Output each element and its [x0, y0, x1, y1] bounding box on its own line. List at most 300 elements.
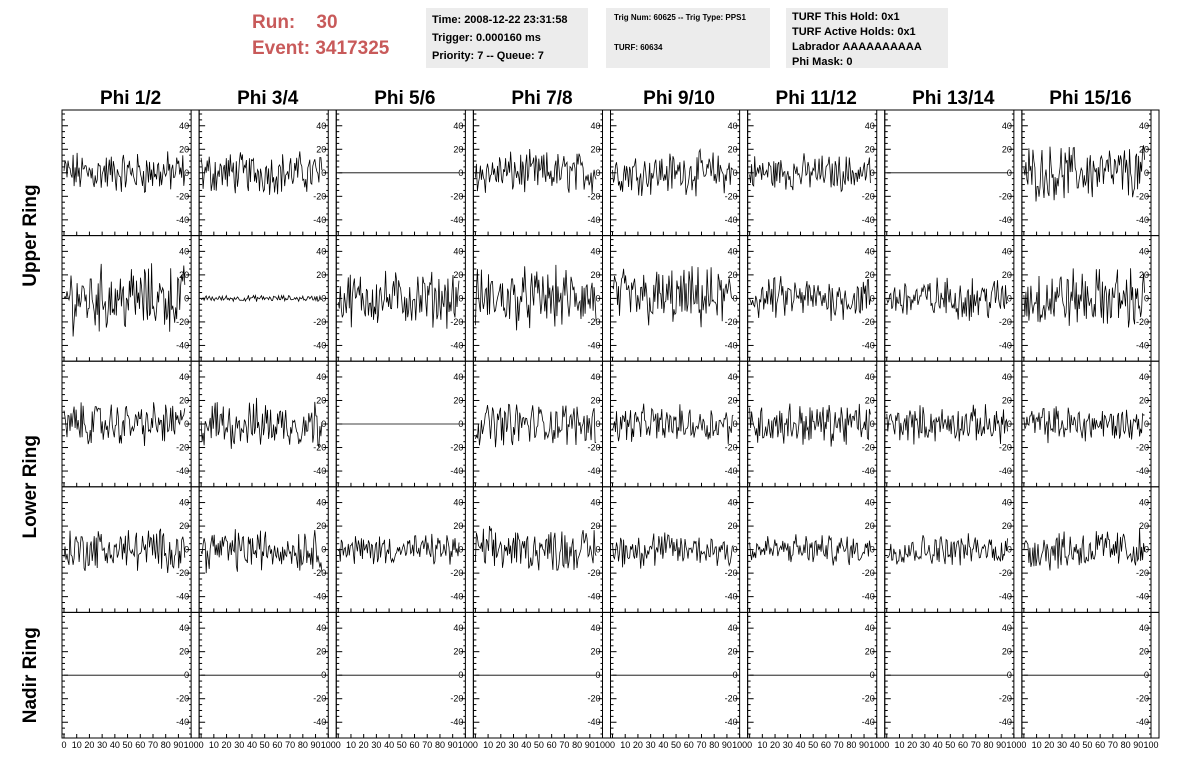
x-tick-label: 30 [919, 740, 930, 750]
waveform-trace-r2-c8 [1024, 268, 1145, 327]
x-tick-label: 30 [371, 740, 382, 750]
waveform-trace-r2-c6 [750, 276, 871, 321]
y-tick-label: -40 [587, 591, 601, 602]
y-tick-label: 40 [1138, 623, 1149, 634]
y-tick-label: -40 [1135, 214, 1149, 225]
y-tick-label: -40 [1135, 591, 1149, 602]
y-tick-label: 0 [184, 419, 190, 429]
x-tick-label: 80 [1120, 740, 1131, 750]
x-tick-label: 70 [1107, 740, 1118, 750]
x-tick-label: 70 [696, 740, 707, 750]
time-line: Time: 2008-12-22 23:31:58 [432, 14, 568, 26]
x-tick-label: 40 [109, 740, 120, 750]
y-tick-label: -40 [313, 340, 327, 351]
column-title-4: Phi 7/8 [511, 88, 573, 109]
x-tick-label: 20 [632, 740, 643, 750]
y-tick-label: -20 [313, 568, 327, 579]
y-tick-label: -40 [861, 340, 875, 351]
y-tick-label: 40 [1138, 120, 1149, 131]
y-tick-label: -40 [313, 591, 327, 602]
y-tick-label: 20 [179, 395, 190, 406]
y-tick-label: 0 [321, 167, 327, 178]
y-tick-label: 0 [458, 419, 464, 429]
column-title-7: Phi 13/14 [912, 88, 995, 109]
y-tick-label: 0 [1143, 419, 1149, 429]
x-tick-label: 60 [272, 740, 283, 750]
y-tick-label: -40 [587, 214, 601, 225]
waveform-trace-r4-c3 [338, 534, 459, 565]
x-tick-label: 30 [97, 740, 108, 750]
y-tick-label: -40 [176, 591, 190, 602]
y-tick-label: -20 [587, 191, 601, 202]
x-tick-label: 0 [1021, 740, 1027, 750]
waveform-trace-r3-c2 [201, 398, 322, 449]
y-tick-label: -20 [998, 568, 1012, 579]
x-tick-label: 60 [1095, 740, 1106, 750]
x-tick-label: 40 [1069, 740, 1080, 750]
y-tick-label: 20 [179, 521, 190, 532]
waveform-trace-r3-c7 [887, 404, 1008, 444]
waveform-trace-r2-c5 [613, 266, 734, 327]
y-tick-label: 20 [727, 269, 738, 280]
y-tick-label: -20 [861, 442, 875, 453]
x-tick-label: 100 [869, 740, 885, 750]
x-tick-label: 50 [396, 740, 407, 750]
y-tick-label: -20 [861, 568, 875, 579]
y-tick-label: 20 [1138, 521, 1149, 532]
x-tick-label: 80 [983, 740, 994, 750]
x-tick-label: 80 [434, 740, 445, 750]
y-tick-label: 20 [453, 269, 464, 280]
x-tick-label: 100 [1143, 740, 1159, 750]
x-tick-label: 90 [584, 740, 595, 750]
waveform-trace-r4-c7 [887, 533, 1008, 565]
y-tick-label: 20 [1001, 646, 1012, 657]
y-tick-label: -20 [724, 316, 738, 327]
y-tick-label: 0 [1143, 670, 1149, 681]
x-tick-label: 30 [645, 740, 656, 750]
y-tick-label: 0 [458, 670, 464, 681]
x-tick-label: 20 [221, 740, 232, 750]
y-tick-label: -20 [724, 191, 738, 202]
x-tick-label: 60 [409, 740, 420, 750]
y-tick-label: -20 [724, 442, 738, 453]
y-tick-label: 40 [727, 371, 738, 382]
x-tick-label: 70 [422, 740, 433, 750]
y-tick-label: 40 [179, 497, 190, 508]
y-tick-label: -20 [313, 442, 327, 453]
y-tick-label: -20 [313, 316, 327, 327]
y-tick-label: 40 [453, 371, 464, 382]
y-tick-label: -40 [998, 466, 1012, 477]
y-tick-label: -40 [587, 717, 601, 728]
y-tick-label: -40 [176, 717, 190, 728]
waveform-trace-r2-c4 [475, 265, 596, 331]
x-tick-label: 70 [559, 740, 570, 750]
y-tick-label: -20 [1135, 442, 1149, 453]
y-tick-label: -40 [724, 717, 738, 728]
y-tick-label: 20 [1138, 395, 1149, 406]
y-tick-label: 0 [184, 293, 190, 304]
y-tick-label: 20 [1001, 269, 1012, 280]
x-tick-label: 30 [782, 740, 793, 750]
y-tick-label: 40 [1001, 497, 1012, 508]
x-tick-label: 60 [820, 740, 831, 750]
y-tick-label: -20 [450, 316, 464, 327]
labrador-line: Labrador AAAAAAAAAA [792, 41, 922, 53]
y-tick-label: 20 [727, 646, 738, 657]
x-tick-label: 30 [1057, 740, 1068, 750]
x-tick-label: 40 [795, 740, 806, 750]
y-tick-label: -20 [1135, 568, 1149, 579]
y-tick-label: 40 [864, 497, 875, 508]
column-title-3: Phi 5/6 [374, 88, 436, 109]
y-tick-label: -20 [861, 191, 875, 202]
y-tick-label: 40 [1001, 120, 1012, 131]
y-tick-label: -20 [176, 442, 190, 453]
y-tick-label: -40 [176, 214, 190, 225]
y-tick-label: -40 [1135, 466, 1149, 477]
x-tick-label: 20 [1044, 740, 1055, 750]
x-tick-label: 10 [757, 740, 768, 750]
x-tick-label: 40 [246, 740, 257, 750]
y-tick-label: -40 [313, 214, 327, 225]
waveform-trace-r1-c8 [1024, 145, 1145, 201]
y-tick-label: 40 [316, 120, 327, 131]
x-tick-label: 20 [495, 740, 506, 750]
column-title-1: Phi 1/2 [99, 88, 162, 109]
x-tick-label: 0 [884, 740, 890, 750]
y-tick-label: 40 [727, 623, 738, 634]
x-tick-label: 10 [894, 740, 905, 750]
y-tick-label: -20 [313, 191, 327, 202]
y-tick-label: 20 [316, 521, 327, 532]
y-tick-label: 40 [864, 623, 875, 634]
y-tick-label: 0 [1006, 293, 1012, 304]
y-tick-label: -20 [587, 316, 601, 327]
waveform-trace-r4-c4 [475, 526, 596, 570]
x-tick-label: 50 [1082, 740, 1093, 750]
waveform-trace-r4-c8 [1024, 528, 1145, 570]
y-tick-label: 40 [1138, 497, 1149, 508]
x-tick-label: 10 [620, 740, 631, 750]
x-tick-label: 100 [457, 740, 473, 750]
y-tick-label: 40 [727, 497, 738, 508]
y-tick-label: -20 [450, 568, 464, 579]
x-tick-label: 60 [546, 740, 557, 750]
waveform-trace-r3-c4 [475, 404, 596, 447]
y-tick-label: 40 [590, 623, 601, 634]
y-tick-label: 40 [179, 246, 190, 257]
row-label-lower-ring: Lower Ring [20, 435, 41, 539]
waveform-trace-r1-c6 [750, 153, 871, 191]
y-tick-label: 40 [316, 246, 327, 257]
trig-line: Trig Num: 60625 -- Trig Type: PPS1 [614, 13, 746, 22]
waveform-trace-r3-c1 [64, 402, 185, 446]
waveform-trace-r1-c5 [613, 150, 734, 197]
x-tick-label: 20 [358, 740, 369, 750]
x-tick-label: 90 [173, 740, 184, 750]
y-tick-label: 40 [864, 371, 875, 382]
x-tick-label: 90 [996, 740, 1007, 750]
phi-mask-line: Phi Mask: 0 [792, 56, 853, 68]
x-tick-label: 70 [970, 740, 981, 750]
y-tick-label: 40 [453, 497, 464, 508]
event-value: 3417325 [315, 38, 390, 59]
y-tick-label: -20 [313, 693, 327, 704]
y-tick-label: 0 [1143, 293, 1149, 304]
waveform-trace-r4-c1 [64, 529, 185, 573]
waveform-trace-r3-c8 [1024, 406, 1145, 443]
y-tick-label: -20 [587, 693, 601, 704]
y-tick-label: 20 [316, 269, 327, 280]
y-tick-label: 40 [1001, 623, 1012, 634]
y-tick-label: 0 [595, 167, 601, 178]
y-tick-label: 20 [864, 521, 875, 532]
x-tick-label: 20 [907, 740, 918, 750]
y-tick-label: -20 [1135, 316, 1149, 327]
waveform-trace-r3-c5 [613, 404, 734, 445]
x-tick-label: 100 [183, 740, 199, 750]
y-tick-label: 20 [727, 144, 738, 155]
y-tick-label: -20 [998, 693, 1012, 704]
y-tick-label: -40 [587, 340, 601, 351]
x-tick-label: 90 [721, 740, 732, 750]
y-tick-label: 20 [179, 144, 190, 155]
turf-hold-line: TURF This Hold: 0x1 [792, 11, 900, 23]
y-tick-label: 20 [590, 521, 601, 532]
waveform-trace-r1-c4 [475, 149, 596, 193]
y-tick-label: 0 [184, 167, 190, 178]
x-tick-label: 0 [198, 740, 204, 750]
y-tick-label: 20 [453, 144, 464, 155]
y-tick-label: -40 [450, 466, 464, 477]
x-tick-label: 90 [447, 740, 458, 750]
x-tick-label: 70 [147, 740, 158, 750]
x-tick-label: 50 [945, 740, 956, 750]
y-tick-label: -20 [450, 442, 464, 453]
y-tick-label: 0 [1006, 419, 1012, 429]
y-tick-label: 0 [869, 293, 875, 304]
x-tick-label: 60 [683, 740, 694, 750]
y-tick-label: 0 [321, 419, 327, 429]
y-tick-label: -40 [861, 717, 875, 728]
x-tick-label: 30 [234, 740, 245, 750]
y-tick-label: 20 [316, 395, 327, 406]
y-tick-label: -20 [861, 693, 875, 704]
y-tick-label: 20 [1001, 144, 1012, 155]
y-tick-label: 20 [727, 521, 738, 532]
x-tick-label: 0 [61, 740, 67, 750]
waveform-trace-r4-c5 [613, 533, 734, 569]
y-tick-label: -40 [176, 340, 190, 351]
y-tick-label: 0 [732, 293, 738, 304]
y-tick-label: 0 [595, 293, 601, 304]
y-tick-label: -40 [998, 717, 1012, 728]
y-tick-label: 20 [453, 521, 464, 532]
y-tick-label: 0 [184, 670, 190, 681]
waveform-trace-r4-c2 [201, 529, 322, 573]
y-tick-label: 20 [316, 646, 327, 657]
x-tick-label: 40 [384, 740, 395, 750]
y-tick-label: 0 [321, 670, 327, 681]
y-tick-label: -40 [450, 214, 464, 225]
x-tick-label: 20 [770, 740, 781, 750]
x-tick-label: 10 [71, 740, 82, 750]
y-tick-label: 0 [869, 544, 875, 555]
y-tick-label: 0 [321, 293, 327, 304]
y-tick-label: 20 [1138, 646, 1149, 657]
y-tick-label: 0 [595, 419, 601, 429]
y-tick-label: 20 [1001, 395, 1012, 406]
y-tick-label: 20 [179, 269, 190, 280]
y-tick-label: -20 [998, 442, 1012, 453]
y-tick-label: -40 [450, 340, 464, 351]
y-tick-label: -40 [176, 466, 190, 477]
y-tick-label: 20 [590, 144, 601, 155]
priority-line: Priority: 7 -- Queue: 7 [432, 50, 544, 62]
x-tick-label: 0 [747, 740, 753, 750]
y-tick-label: 40 [453, 623, 464, 634]
y-tick-label: -20 [450, 191, 464, 202]
y-tick-label: 40 [864, 120, 875, 131]
y-tick-label: 0 [458, 293, 464, 304]
y-tick-label: 0 [732, 544, 738, 555]
y-tick-label: 0 [321, 544, 327, 555]
y-tick-label: -20 [724, 568, 738, 579]
y-tick-label: 0 [869, 670, 875, 681]
y-tick-label: 20 [590, 269, 601, 280]
x-tick-label: 100 [320, 740, 336, 750]
x-tick-label: 70 [833, 740, 844, 750]
x-tick-label: 80 [572, 740, 583, 750]
y-tick-label: 0 [732, 419, 738, 429]
y-tick-label: -20 [998, 191, 1012, 202]
y-tick-label: -20 [176, 316, 190, 327]
y-tick-label: 0 [595, 670, 601, 681]
run-label: Run: [252, 12, 296, 33]
x-tick-label: 40 [932, 740, 943, 750]
waveform-trace-r2-c2 [201, 295, 322, 301]
x-tick-label: 60 [958, 740, 969, 750]
y-tick-label: 0 [458, 544, 464, 555]
y-tick-label: 40 [453, 246, 464, 257]
y-tick-label: 20 [453, 646, 464, 657]
column-title-6: Phi 11/12 [775, 88, 857, 109]
y-tick-label: 40 [453, 120, 464, 131]
y-tick-label: 0 [458, 167, 464, 178]
x-tick-label: 90 [859, 740, 870, 750]
y-tick-label: -40 [1135, 340, 1149, 351]
y-tick-label: 40 [316, 623, 327, 634]
row-label-nadir-ring: Nadir Ring [20, 627, 41, 724]
y-tick-label: 20 [590, 646, 601, 657]
trigger-line: Trigger: 0.000160 ms [432, 32, 541, 44]
y-tick-label: 20 [590, 395, 601, 406]
x-tick-label: 50 [259, 740, 270, 750]
y-tick-label: 0 [1143, 544, 1149, 555]
y-tick-label: 40 [864, 246, 875, 257]
x-tick-label: 40 [658, 740, 669, 750]
y-tick-label: -40 [861, 591, 875, 602]
y-tick-label: -40 [998, 591, 1012, 602]
x-tick-label: 100 [594, 740, 611, 750]
x-tick-label: 80 [160, 740, 171, 750]
turf-line: TURF: 60634 [614, 43, 663, 52]
y-tick-label: -40 [724, 340, 738, 351]
y-tick-label: -20 [724, 693, 738, 704]
x-tick-label: 30 [508, 740, 519, 750]
y-tick-label: 0 [1006, 544, 1012, 555]
column-title-8: Phi 15/16 [1049, 88, 1132, 109]
y-tick-label: 0 [1143, 167, 1149, 178]
x-tick-label: 50 [671, 740, 682, 750]
column-title-2: Phi 3/4 [237, 88, 299, 109]
x-tick-label: 70 [285, 740, 296, 750]
x-tick-label: 90 [1133, 740, 1144, 750]
x-tick-label: 10 [208, 740, 219, 750]
waveform-trace-r3-c6 [750, 404, 871, 447]
waveform-trace-r2-c1 [64, 263, 185, 336]
y-tick-label: -20 [861, 316, 875, 327]
row-label-upper-ring: Upper Ring [20, 184, 41, 287]
x-tick-label: 10 [483, 740, 494, 750]
y-tick-label: -20 [1135, 191, 1149, 202]
y-tick-label: -40 [313, 466, 327, 477]
y-tick-label: -20 [450, 693, 464, 704]
x-tick-label: 40 [521, 740, 532, 750]
y-tick-label: 40 [727, 120, 738, 131]
x-tick-label: 10 [345, 740, 356, 750]
y-tick-label: 0 [595, 544, 601, 555]
y-tick-label: 0 [869, 167, 875, 178]
y-tick-label: 20 [316, 144, 327, 155]
column-title-5: Phi 9/10 [643, 88, 715, 109]
y-tick-label: 0 [1006, 167, 1012, 178]
y-tick-label: -40 [450, 591, 464, 602]
run-value: 30 [316, 12, 338, 33]
x-tick-label: 80 [846, 740, 857, 750]
y-tick-label: 40 [1138, 246, 1149, 257]
y-tick-label: 40 [179, 371, 190, 382]
y-tick-label: -20 [176, 693, 190, 704]
y-tick-label: 20 [1138, 269, 1149, 280]
x-tick-label: 20 [84, 740, 95, 750]
y-tick-label: -20 [1135, 693, 1149, 704]
x-tick-label: 50 [808, 740, 819, 750]
y-tick-label: 20 [1138, 144, 1149, 155]
x-tick-label: 60 [135, 740, 146, 750]
y-tick-label: -20 [176, 191, 190, 202]
x-tick-label: 50 [122, 740, 133, 750]
x-tick-label: 90 [310, 740, 321, 750]
y-tick-label: 40 [727, 246, 738, 257]
y-tick-label: 40 [179, 120, 190, 131]
y-tick-label: 20 [864, 646, 875, 657]
waveform-trace-r2-c3 [338, 271, 459, 329]
y-tick-label: -40 [998, 214, 1012, 225]
y-tick-label: -40 [724, 466, 738, 477]
y-tick-label: -40 [313, 717, 327, 728]
y-tick-label: 40 [1001, 246, 1012, 257]
y-tick-label: -40 [724, 591, 738, 602]
y-tick-label: 0 [732, 670, 738, 681]
x-tick-label: 0 [472, 740, 478, 750]
y-tick-label: 20 [864, 395, 875, 406]
y-tick-label: 0 [184, 544, 190, 555]
y-tick-label: 40 [590, 497, 601, 508]
y-tick-label: 20 [864, 269, 875, 280]
